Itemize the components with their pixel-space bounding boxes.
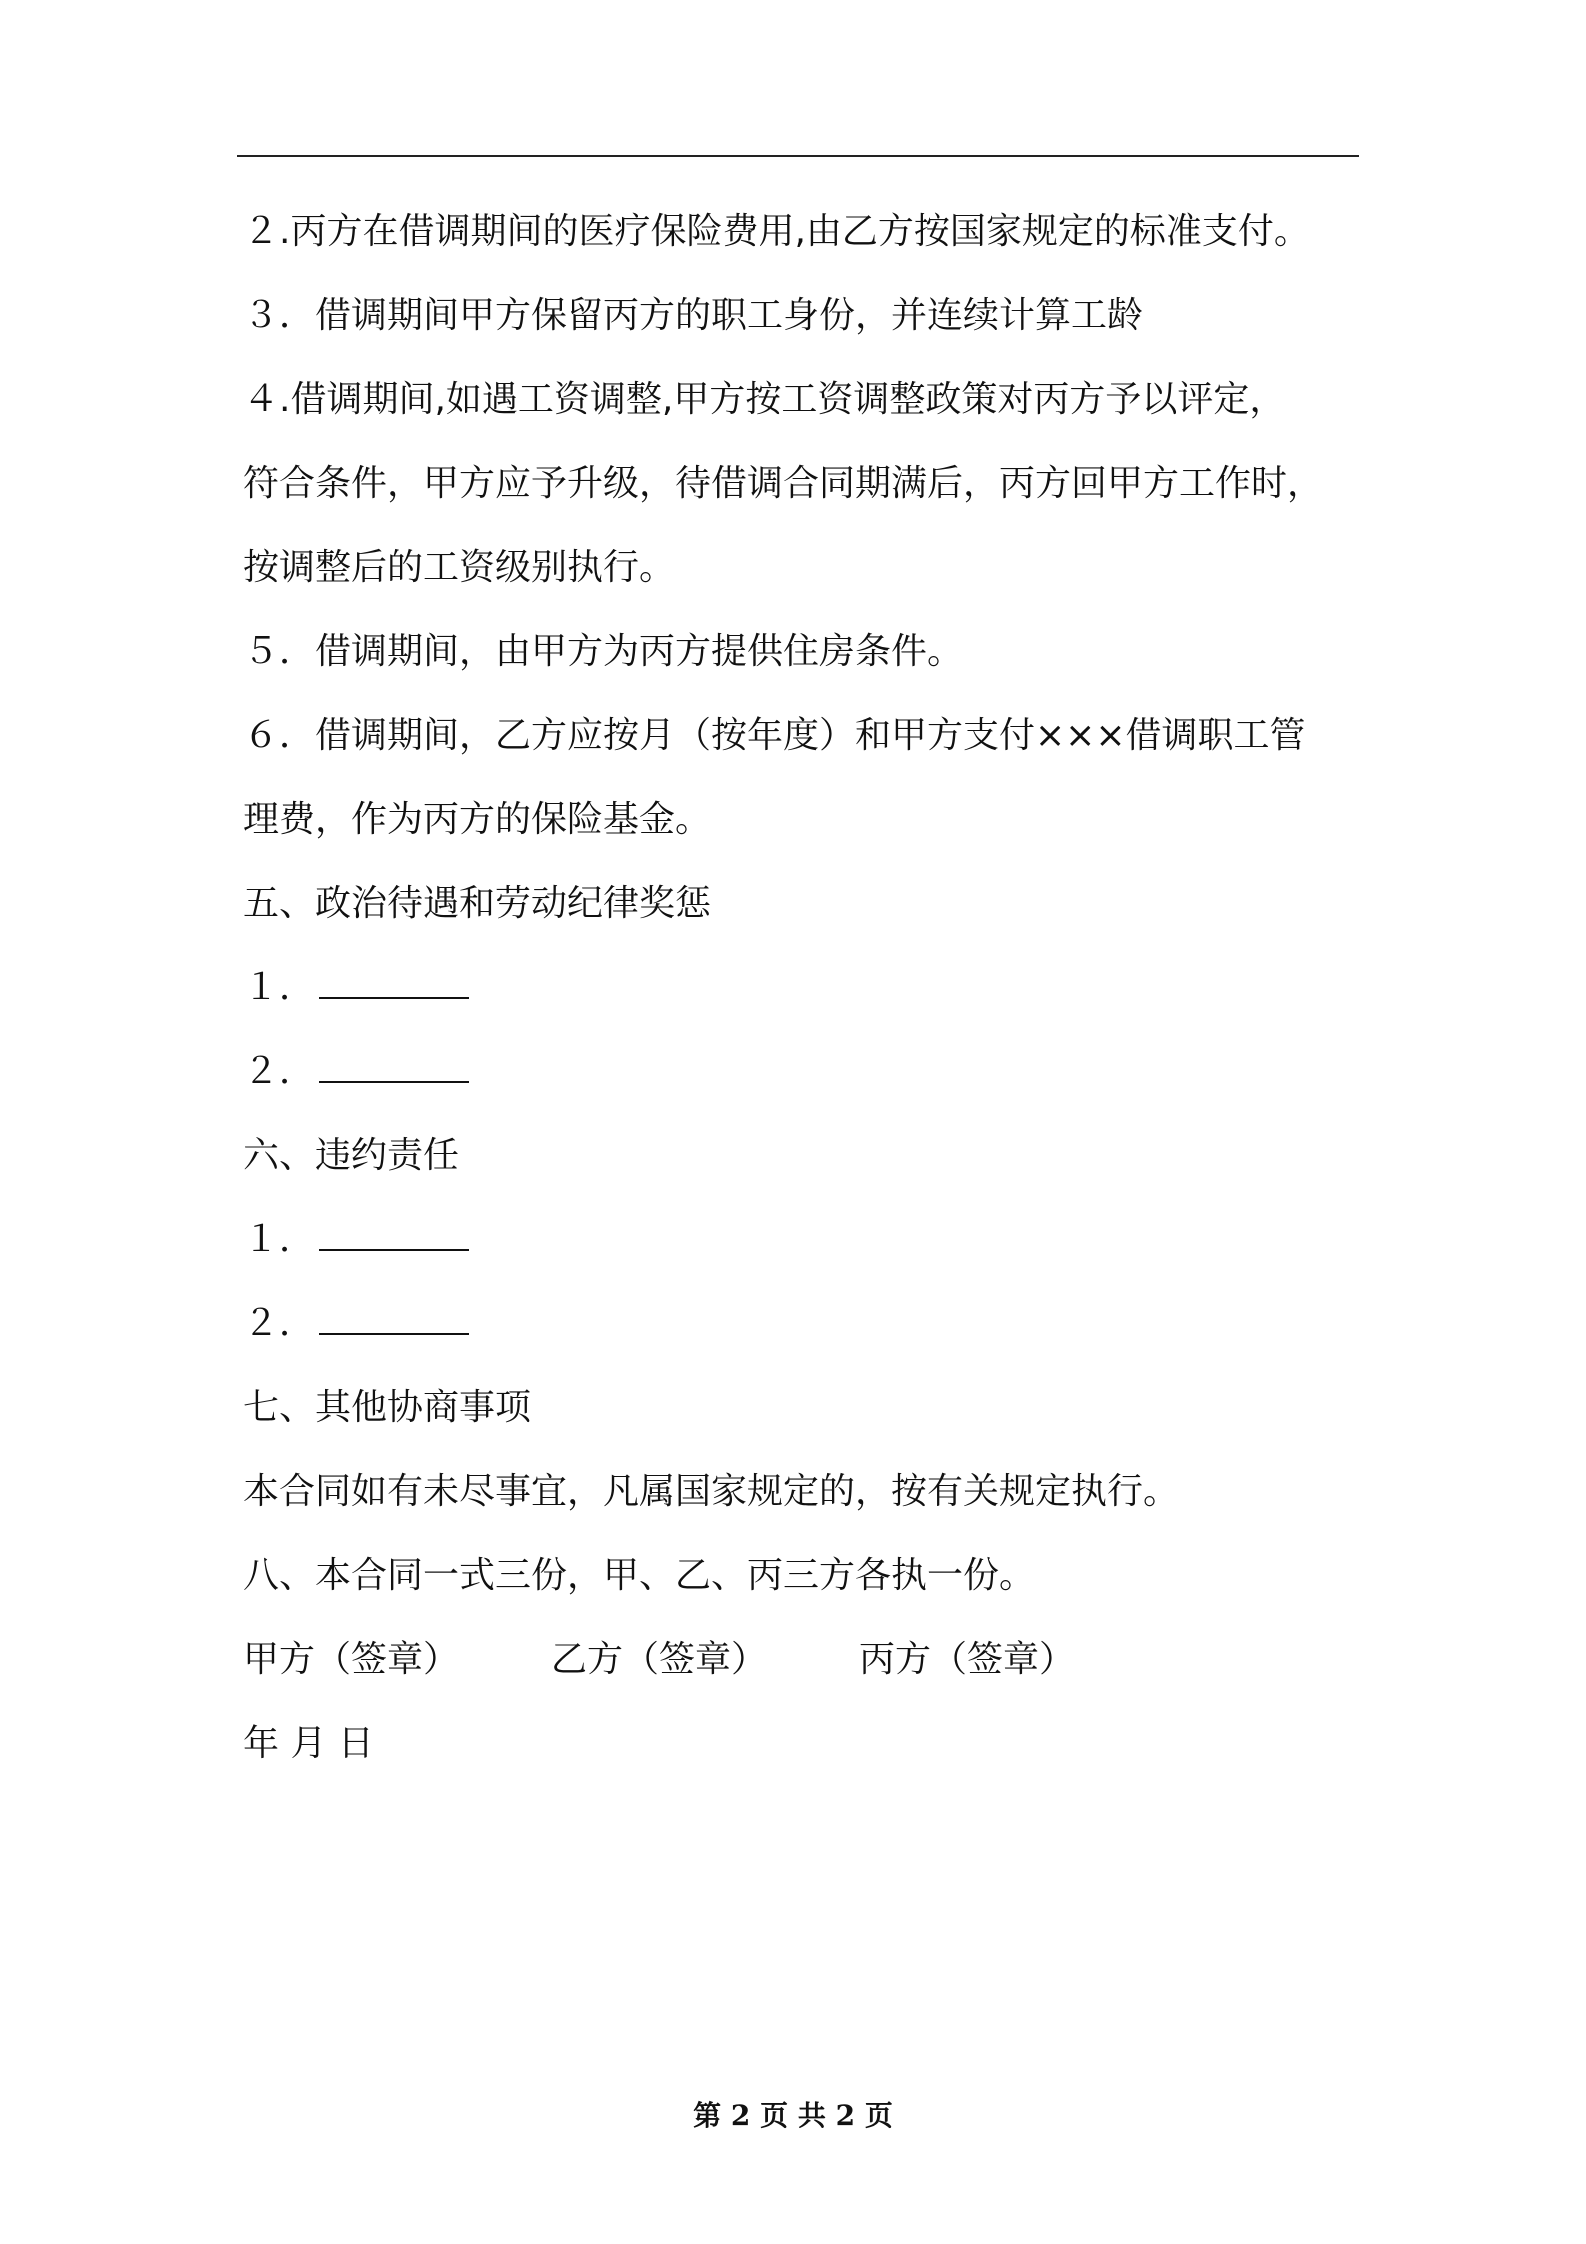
- signature-party-b: 乙方（签章）: [551, 1639, 768, 1680]
- blank-line: [319, 1051, 469, 1083]
- clause-management-fee: ６．借调期间，乙方应按月（按年度）和甲方支付×××借调职工管: [243, 715, 1306, 756]
- item-number: ２．: [243, 1051, 316, 1092]
- clause-wage-adjustment-cont-2: 按调整后的工资级别执行。: [243, 547, 676, 588]
- clause-employee-status: ３．借调期间甲方保留丙方的职工身份，并连续计算工龄: [243, 295, 1144, 336]
- document-body: [243, 190, 1363, 1786]
- signature-row: [243, 1618, 1363, 1702]
- page-number-footer: 第 2 页 共 2 页: [693, 2099, 893, 2132]
- clause-medical-insurance: ２.丙方在借调期间的医疗保险费用,由乙方按国家规定的标准支付。: [243, 211, 1310, 252]
- signature-party-c: 丙方（签章）: [859, 1639, 1076, 1680]
- clause-housing: ５．借调期间，由甲方为丙方提供住房条件。: [243, 631, 964, 672]
- section-6-item-1: [243, 1198, 1363, 1282]
- clause-wage-adjustment-cont-1: 符合条件，甲方应予升级，待借调合同期满后，丙方回甲方工作时，: [243, 463, 1324, 504]
- section-5-item-2: [243, 1030, 1363, 1114]
- section-6-title: 六、违约责任: [243, 1135, 460, 1176]
- signature-party-a: 甲方（签章）: [243, 1639, 460, 1680]
- blank-line: [319, 1219, 469, 1251]
- section-7-title: 七、其他协商事项: [243, 1387, 532, 1428]
- section-7-text: 本合同如有未尽事宜，凡属国家规定的，按有关规定执行。: [243, 1471, 1180, 1512]
- blank-line: [319, 1303, 469, 1335]
- item-number: ２．: [243, 1303, 316, 1344]
- date-line: 年 月 日: [243, 1723, 374, 1764]
- item-number: １．: [243, 1219, 316, 1260]
- section-5-title: 五、政治待遇和劳动纪律奖惩: [243, 883, 712, 924]
- clause-wage-adjustment: ４.借调期间,如遇工资调整,甲方按工资调整政策对丙方予以评定，: [243, 379, 1286, 420]
- section-8-text: 八、本合同一式三份，甲、乙、丙三方各执一份。: [243, 1555, 1036, 1596]
- header-rule: [237, 155, 1359, 157]
- item-number: １．: [243, 967, 316, 1008]
- blank-line: [319, 967, 469, 999]
- section-6-item-2: [243, 1282, 1363, 1366]
- section-5-item-1: [243, 946, 1363, 1030]
- clause-management-fee-cont: 理费，作为丙方的保险基金。: [243, 799, 712, 840]
